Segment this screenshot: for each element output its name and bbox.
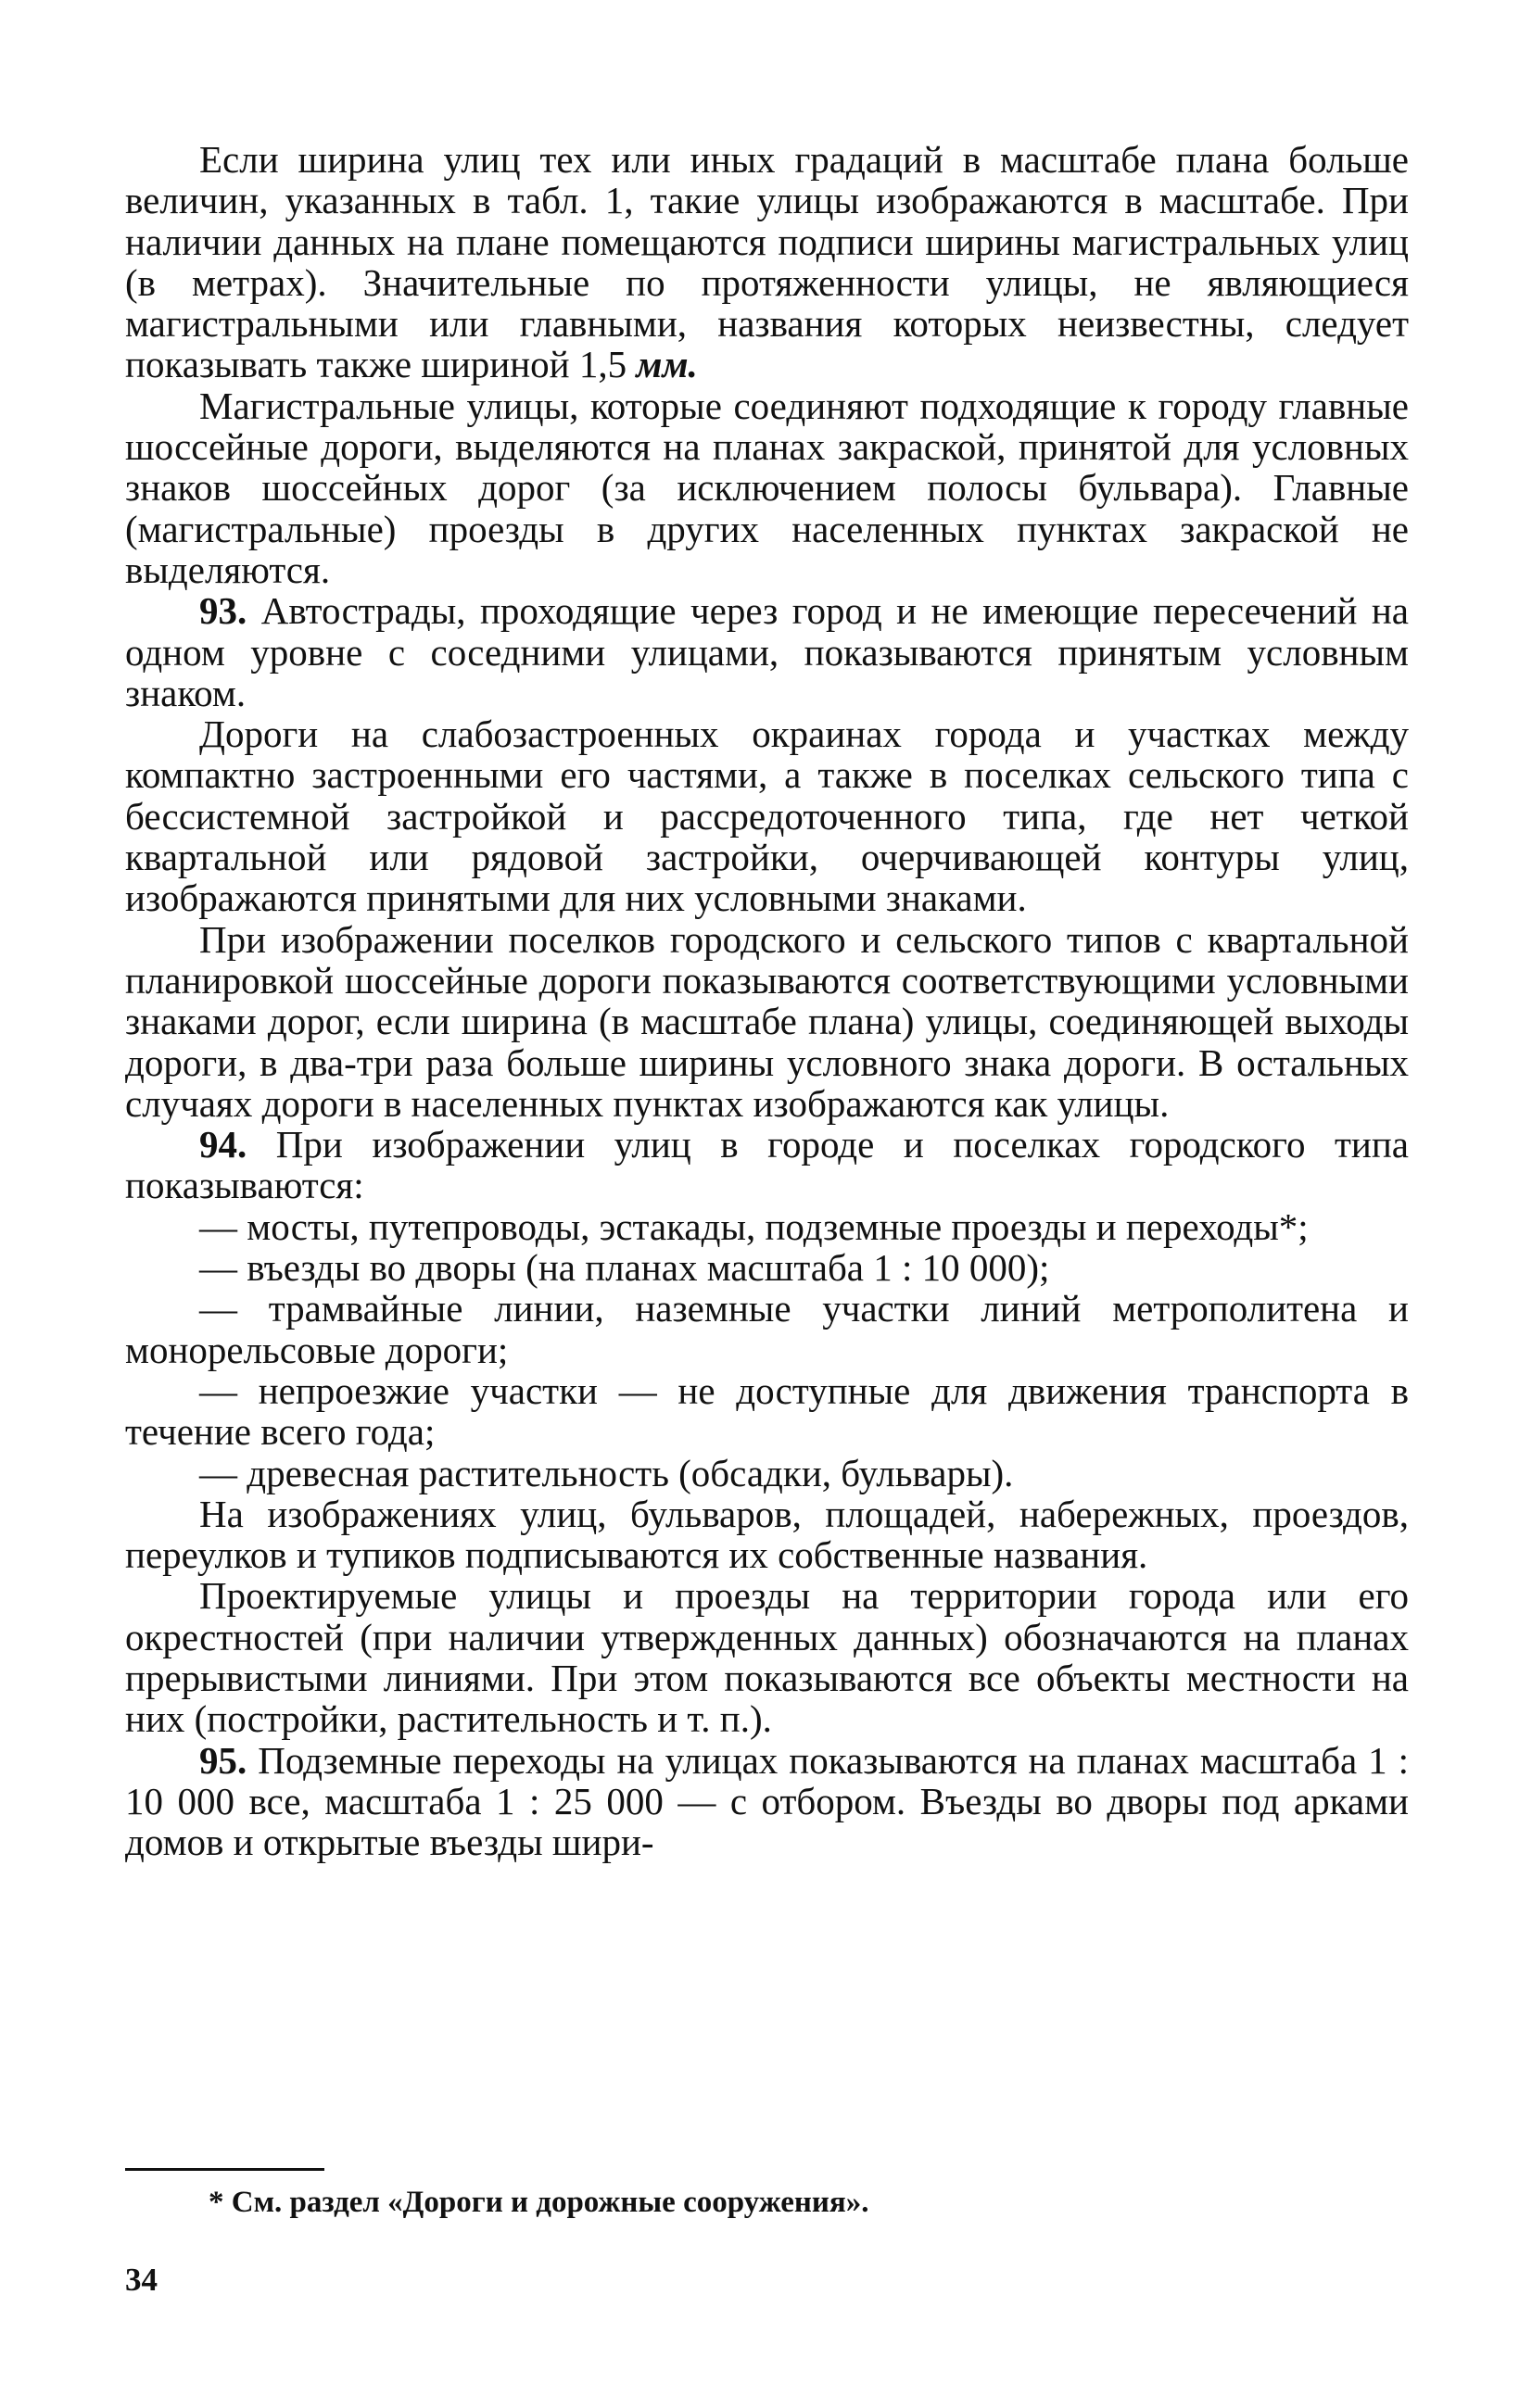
body-text	[125, 139, 1409, 1862]
footnote-divider	[125, 2168, 324, 2171]
section-number: 93.	[199, 589, 247, 633]
list-item-text: — въезды во дворы (на планах масштаба 1 : 10 000);	[199, 1246, 1050, 1290]
paragraph	[125, 139, 1409, 385]
paragraph	[125, 385, 1409, 590]
list-item-text: — непроезжие участки — не доступные для движения транспорта в течение всего года;	[125, 1368, 1409, 1454]
list-item	[125, 1288, 1409, 1370]
paragraph-text: При изображении поселков городского и сельского типов с квартальной планировкой шоссейные дороги показываются соответствующими условными знаками дорог, если ширина (в масштабе плана) улицы, соединяющей выходы дороги, в два-три раза больше ширины условного знака дороги. В остальных случаях дороги в населенных пунктах изображаются как улицы.	[125, 917, 1409, 1125]
footnote: * См. раздел «Дороги и дорожные сооружения».	[209, 2186, 869, 2219]
paragraph-text: Если ширина улиц тех или иных градаций в масштабе плана больше величин, указанных в табл. 1, такие улицы изображаются в масштабе. При наличии данных на плане помещаются подписи ширины магистральных улиц (в метрах). Значительные по протяженности улицы, не являющиеся магистральными или главными, названия которых неизвестны, следует показывать также шириной 1,5	[125, 138, 1409, 386]
unit-label: мм.	[636, 343, 698, 386]
paragraph	[125, 590, 1409, 713]
list-item	[125, 1247, 1409, 1288]
paragraph	[125, 1494, 1409, 1576]
section-number: 95.	[199, 1738, 247, 1782]
list-item-text: — древесная растительность (обсадки, бульвары).	[199, 1451, 1014, 1494]
paragraph-text: При изображении улиц в городе и поселках городского типа показываются:	[125, 1123, 1410, 1207]
list-item	[125, 1453, 1409, 1494]
list-item	[125, 1206, 1409, 1247]
list-item	[125, 1370, 1409, 1453]
paragraph	[125, 713, 1409, 918]
paragraph-text: Дороги на слабозастроенных окраинах города и участках между компактно застроенными его частями, а также в поселках сельского типа с бессистемной застройкой и рассредоточенного типа, где нет четкой квартальной или рядовой застройки, очерчивающей контуры улиц, изображаются принятыми для них условными знаками.	[125, 712, 1409, 920]
section-number: 94.	[199, 1123, 247, 1166]
paragraph-text: Магистральные улицы, которые соединяют подходящие к городу главные шоссейные дороги, выделяются на планах закраской, принятой для условных знаков шоссейных дорог (за исключением полосы бульвара). Главные (магистральные) проезды в других населенных пунктах закраской не выделяются.	[125, 384, 1409, 591]
paragraph-text: Подземные переходы на улицах показываются на планах масштаба 1 : 10 000 все, масштаба 1 : 25 000 — с отбором. Въезды во дворы под арками домов и открытые въезды шири-	[125, 1738, 1409, 1864]
paragraph-text: Автострады, проходящие через город и не имеющие пересечений на одном уровне с соседними улицами, показываются принятым условным знаком.	[125, 589, 1409, 714]
paragraph	[125, 1575, 1409, 1739]
list-item-text: — трамвайные линии, наземные участки линий метрополитена и монорельсовые дороги;	[125, 1287, 1409, 1371]
paragraph-text: Проектируемые улицы и проезды на территории города или его окрестностей (при наличии утвержденных данных) обозначаются на планах прерывистыми линиями. При этом показываются все объекты местности на них (постройки, растительность и т. п.).	[125, 1574, 1409, 1741]
page-number: 34	[125, 2262, 158, 2298]
paragraph	[125, 919, 1409, 1124]
paragraph	[125, 1740, 1409, 1863]
paragraph	[125, 1124, 1409, 1206]
paragraph-text: На изображениях улиц, бульваров, площадей, набережных, проездов, переулков и тупиков подписываются их собственные названия.	[125, 1492, 1409, 1577]
list-item-text: — мосты, путепроводы, эстакады, подземные проезды и переходы*;	[199, 1204, 1309, 1248]
